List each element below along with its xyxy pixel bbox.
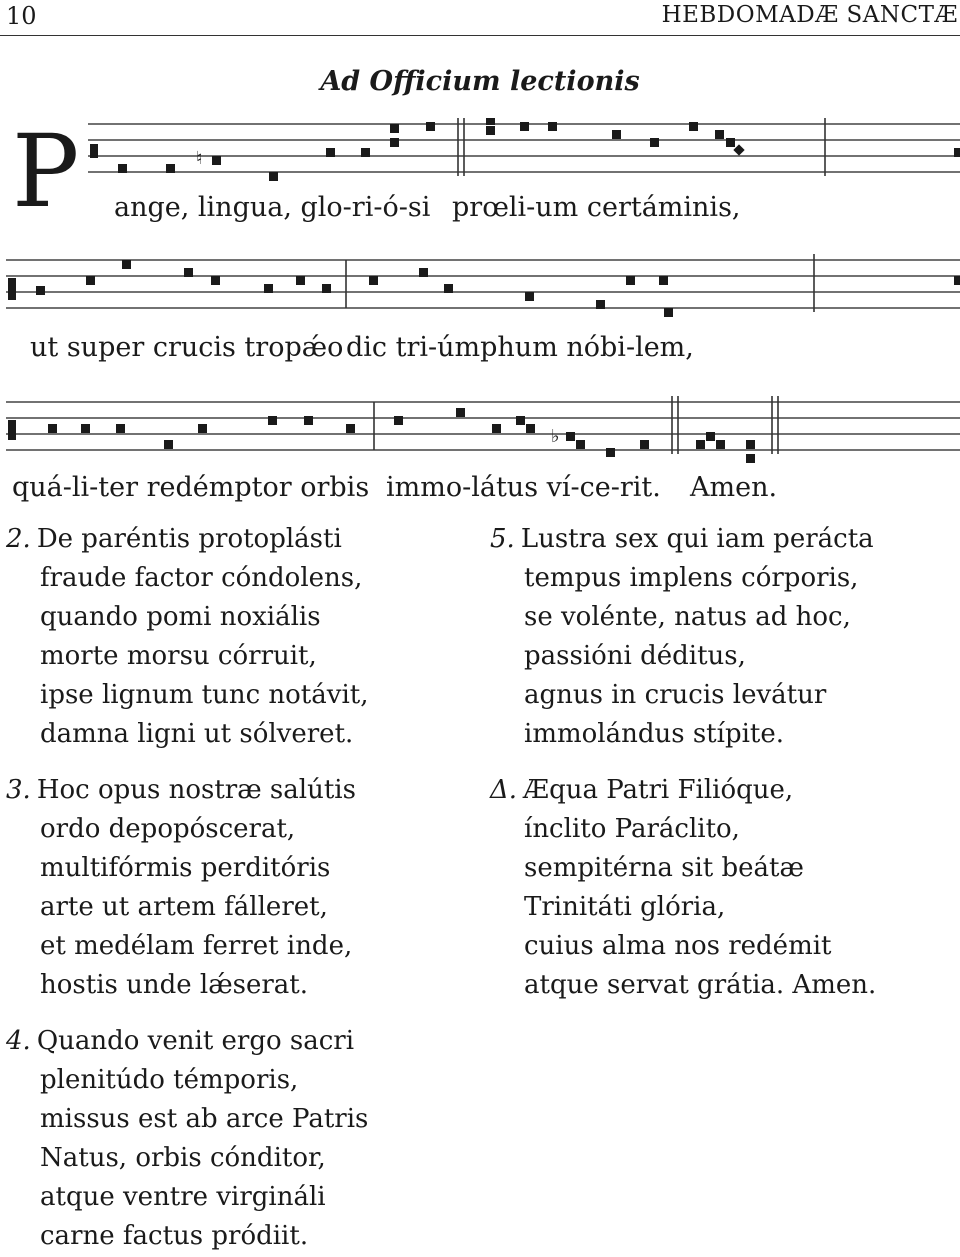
verses-left-column <box>6 520 368 1256</box>
verse-number: 5. <box>490 524 515 554</box>
verse-number: 2. <box>6 524 31 554</box>
verse-line: plenitúdo témporis, <box>40 1065 299 1095</box>
verse-line: missus est ab arce Patris <box>40 1104 369 1134</box>
verses-right-column <box>490 520 876 1005</box>
chant-staff-1 <box>6 118 960 198</box>
verse-number: Δ. <box>490 775 518 805</box>
verse-line: et medélam ferret inde, <box>40 931 353 961</box>
drop-cap-initial: P <box>12 113 80 230</box>
lyric-line-1b: prœli-um certáminis, <box>452 192 741 223</box>
verse-line: arte ut artem fálleret, <box>40 892 328 922</box>
lyric-line-2a: ut super crucis tropǽo <box>30 332 344 363</box>
verse-number: 4. <box>6 1026 31 1056</box>
chant-staff-3 <box>6 396 960 468</box>
verse-line: atque servat grátia. Amen. <box>524 970 877 1000</box>
lyric-line-2b: dic tri-úmphum nóbi-lem, <box>346 332 694 363</box>
chant-staff-2 <box>6 254 960 324</box>
verse-line: ordo depopóscerat, <box>40 814 296 844</box>
svg-text:♭: ♭ <box>551 426 560 447</box>
lyric-line-3a: quá-li-ter redémptor orbis <box>12 472 370 503</box>
verse-number: 3. <box>6 775 31 805</box>
verse-line: Hoc opus nostræ salútis <box>36 775 356 805</box>
verse-3 <box>6 771 368 1005</box>
verse-line: atque ventre virgináli <box>40 1182 326 1212</box>
page-header <box>0 0 960 36</box>
verse-line: ipse lignum tunc notávit, <box>40 680 369 710</box>
verse-line: carne factus pródiit. <box>40 1221 309 1251</box>
page-number: 10 <box>6 2 37 30</box>
verse-5 <box>490 520 876 754</box>
verse-line: multifórmis perditóris <box>40 853 331 883</box>
verse-line: fraude factor cóndolens, <box>40 563 363 593</box>
verse-line: cuius alma nos redémit <box>524 931 832 961</box>
office-title: Ad Officium lectionis <box>320 66 640 97</box>
verse-line: passióni déditus, <box>524 641 746 671</box>
verse-line: Quando venit ergo sacri <box>36 1026 355 1056</box>
lyric-line-1a: ange, lingua, glo-ri-ó-si <box>114 192 431 223</box>
verse-line: De paréntis protoplásti <box>36 524 342 554</box>
verse-line: Trinitáti glória, <box>524 892 726 922</box>
verse-line: se volénte, natus ad hoc, <box>524 602 851 632</box>
verse-2 <box>6 520 368 754</box>
verse-line: Natus, orbis cónditor, <box>40 1143 326 1173</box>
verse-line: Lustra sex qui iam perácta <box>520 524 874 554</box>
verse-line: immolándus stípite. <box>524 719 784 749</box>
lyric-line-3c: Amen. <box>690 472 778 503</box>
verse-line: ínclito Paráclito, <box>524 814 740 844</box>
verse-line: hostis unde lǽserat. <box>40 970 309 1000</box>
verse-doxology <box>490 771 876 1005</box>
verse-line: sempitérna sit beátæ <box>524 853 804 883</box>
verse-line: agnus in crucis levátur <box>524 680 827 710</box>
svg-text:♮: ♮ <box>196 148 203 169</box>
verse-line: morte morsu córruit, <box>40 641 317 671</box>
running-title: HEBDOMADÆ SANCTÆ <box>661 2 958 28</box>
verse-line: Æqua Patri Filióque, <box>523 775 794 805</box>
verse-4 <box>6 1022 368 1256</box>
verse-line: damna ligni ut sólveret. <box>40 719 354 749</box>
verse-line: tempus implens córporis, <box>524 563 859 593</box>
verse-line: quando pomi noxiális <box>40 602 321 632</box>
lyric-line-3b: immo-látus ví-ce-rit. <box>386 472 661 503</box>
